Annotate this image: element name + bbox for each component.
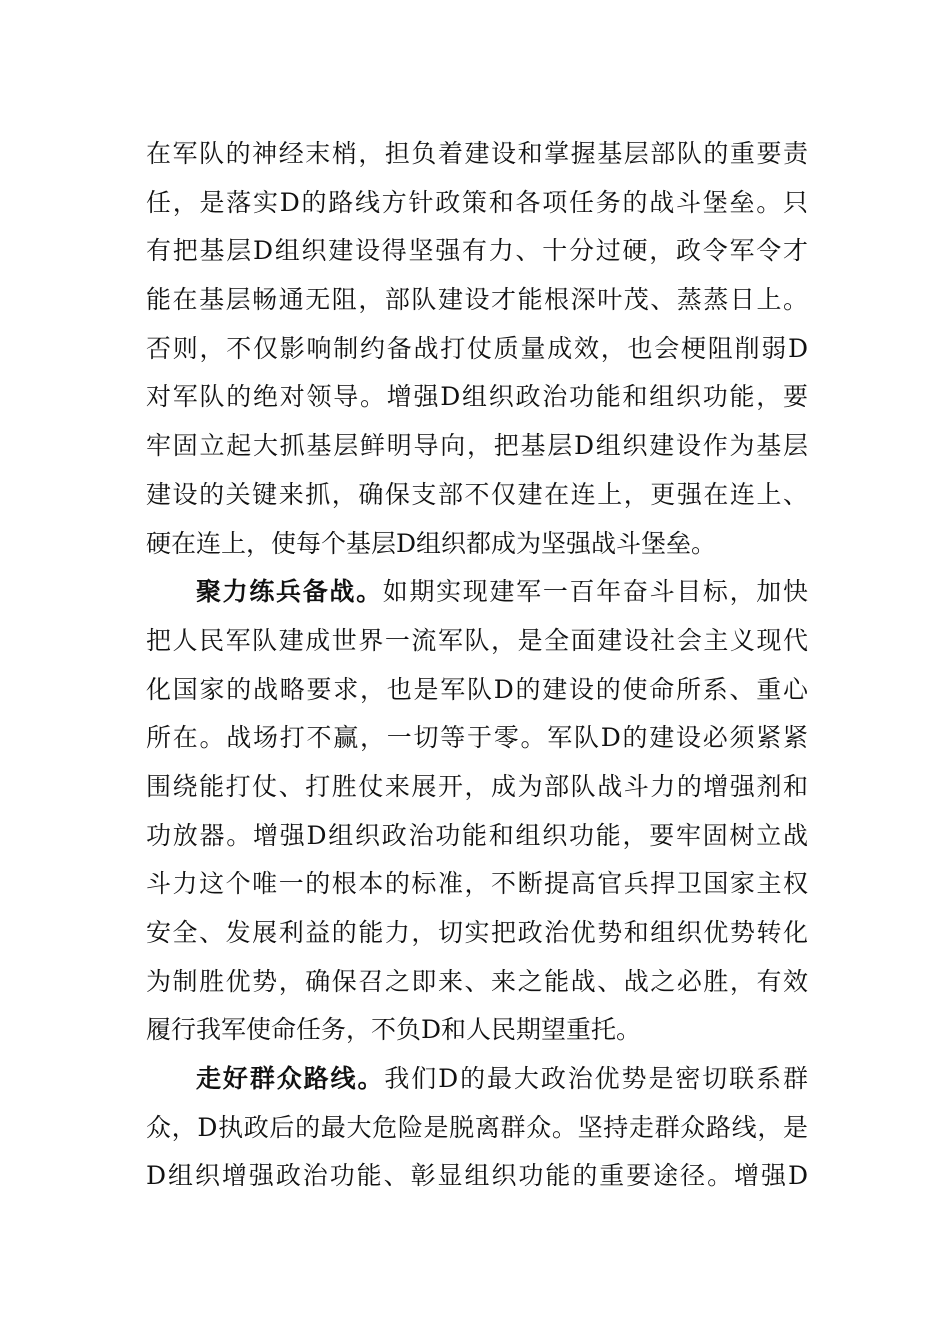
text-line: 所在。战场打不赢，一切等于零。军队D的建设必须紧紧 <box>146 723 808 753</box>
text-line: 硬在连上，使每个基层D组织都成为坚强战斗堡垒。 <box>146 528 717 558</box>
text-line: 安全、发展利益的能力，切实把政治优势和组织优势转化 <box>146 918 808 947</box>
text-line: 履行我军使命任务，不负D和人民期望重托。 <box>146 1015 642 1045</box>
paragraph-first-line <box>146 1055 808 1104</box>
text-line: 功放器。增强D组织政治功能和组织功能，要牢固树立战 <box>146 820 808 850</box>
text-line: 在军队的神经末梢，担负着建设和掌握基层部队的重要责 <box>146 139 808 168</box>
text-line: 任，是落实D的路线方针政策和各项任务的战斗堡垒。只 <box>146 187 808 217</box>
text-line: 否则，不仅影响制约备战打仗质量成效，也会梗阻削弱D <box>146 333 808 363</box>
text-line: 把人民军队建成世界一流军队，是全面建设社会主义现代 <box>146 625 808 655</box>
paragraph-heading: 走好群众路线。 <box>196 1064 385 1094</box>
text-run: 如期实现建军一百年奋斗目标，加快 <box>382 577 808 607</box>
text-run: 我们D的最大政治优势是密切联系群 <box>384 1064 808 1094</box>
text-line: 对军队的绝对领导。增强D组织政治功能和组织功能，要 <box>146 382 808 412</box>
paragraph-3 <box>146 1055 808 1201</box>
paragraph-heading: 聚力练兵备战。 <box>196 577 383 607</box>
text-line: 围绕能打仗、打胜仗来展开，成为部队战斗力的增强剂和 <box>146 771 808 801</box>
text-line: 建设的关键来抓，确保支部不仅建在连上，更强在连上、 <box>146 479 808 509</box>
paragraph-first-line <box>146 568 808 617</box>
text-line: D组织增强政治功能、彰显组织功能的重要途径。增强D <box>146 1161 808 1191</box>
text-line: 斗力这个唯一的根本的标准，不断提高官兵捍卫国家主权 <box>146 869 808 899</box>
text-line: 牢固立起大抓基层鲜明导向，把基层D组织建设作为基层 <box>146 431 808 461</box>
text-line: 能在基层畅通无阻，部队建设才能根深叶茂、蒸蒸日上。 <box>146 285 808 315</box>
text-line: 化国家的战略要求，也是军队D的建设的使命所系、重心 <box>146 674 808 704</box>
text-line: 为制胜优势，确保召之即来、来之能战、战之必胜，有效 <box>146 966 808 996</box>
paragraph-1 <box>146 130 808 568</box>
text-line: 有把基层D组织建设得坚强有力、十分过硬，政令军令才 <box>146 236 808 266</box>
paragraph-2 <box>146 568 808 1055</box>
body-text <box>146 130 808 1201</box>
text-line: 众，D执政后的最大危险是脱离群众。坚持走群众路线，是 <box>146 1112 808 1142</box>
